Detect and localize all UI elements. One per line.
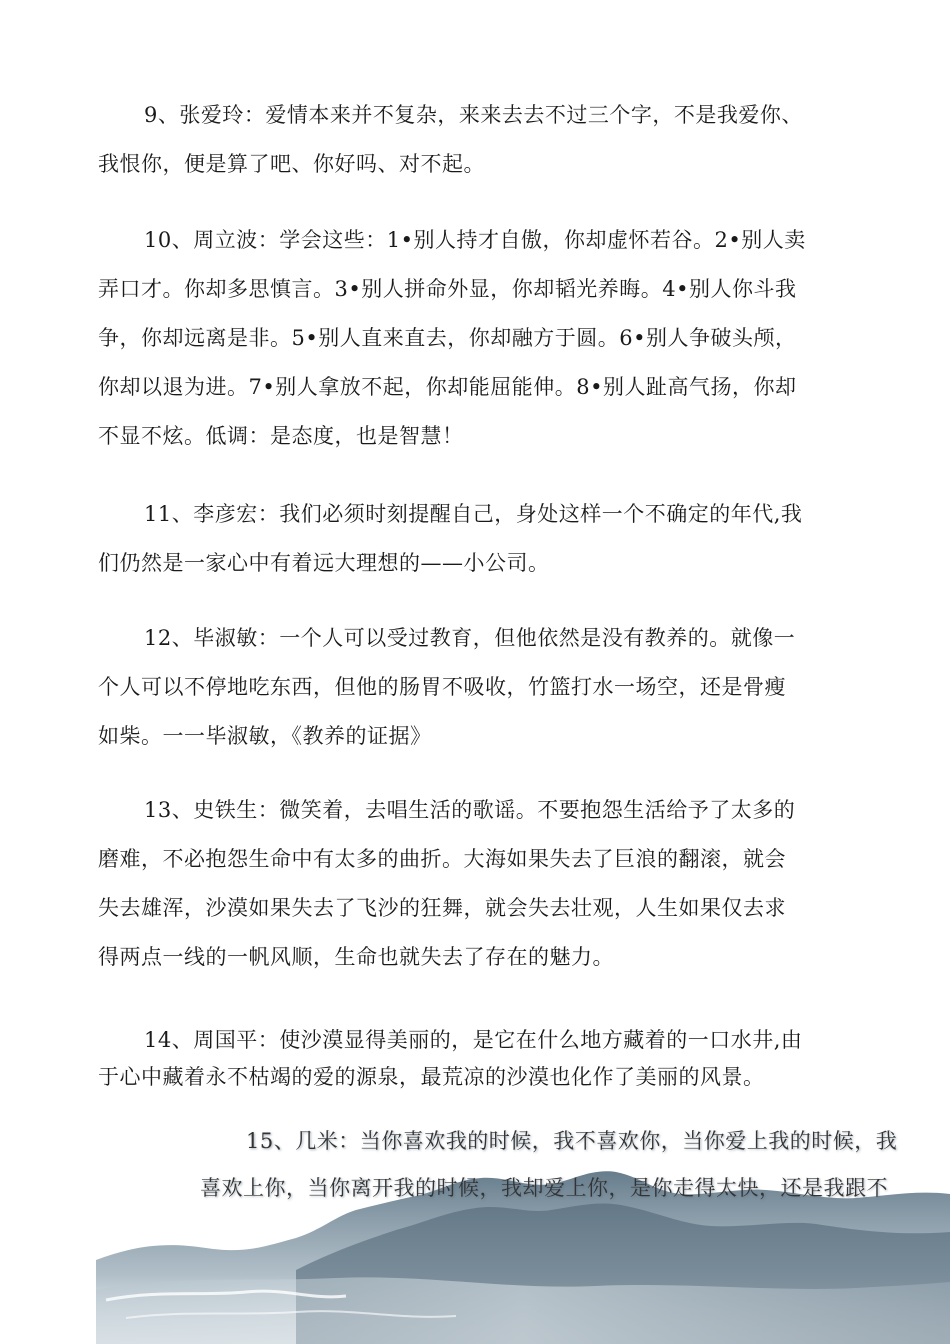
paragraph-line: 15、几米：当你喜欢我的时候，我不喜欢你，当你爱上我的时候，我: [246, 1129, 898, 1153]
paragraph-line: 11、李彦宏：我们必须时刻提醒自己，身处这样一个不确定的年代,我: [144, 502, 803, 526]
paragraph-14: [98, 1022, 828, 1096]
paragraph-line: 13、史铁生：微笑着，去唱生活的歌谣。不要抱怨生活给予了太多的: [144, 798, 796, 822]
paragraph-line: 于心中藏着永不枯竭的爱的源泉，最荒凉的沙漠也化作了美丽的风景。: [98, 1065, 765, 1089]
paragraph-line: 们仍然是一家心中有着远大理想的——小公司。: [98, 551, 550, 575]
paragraph-line: 磨难，不必抱怨生命中有太多的曲折。大海如果失去了巨浪的翻滚，就会: [98, 847, 786, 871]
paragraph-line: 14、周国平：使沙漠显得美丽的，是它在什么地方藏着的一口水井,由: [144, 1028, 803, 1052]
paragraph-line: 如柴。一一毕淑敏，《教养的证据》: [98, 724, 432, 748]
paragraph-line: 12、毕淑敏：一个人可以受过教育，但他依然是没有教养的。就像一: [144, 626, 796, 650]
paragraph-line: 喜欢上你，当你离开我的时候，我却爱上你，是你走得太快，还是我跟不: [200, 1176, 888, 1200]
paragraph-line: 我恨你，便是算了吧、你好吗、对不起。: [98, 152, 485, 176]
paragraph-15: [200, 1118, 930, 1212]
paragraph-line: 10、周立波：学会这些：1•别人持才自傲，你却虚怀若谷。2•别人卖: [144, 228, 806, 252]
paragraph-line: 你却以退为进。7•别人拿放不起，你却能屈能伸。8•别人趾高气扬，你却: [98, 375, 797, 399]
paragraph-line: 弄口才。你却多思慎言。3•别人拼命外显，你却韬光养晦。4•别人你斗我: [98, 277, 797, 301]
paragraph-line: 个人可以不停地吃东西，但他的肠胃不吸收，竹篮打水一场空，还是骨瘦: [98, 675, 786, 699]
paragraph-line: 不显不炫。低调：是态度，也是智慧！: [98, 424, 464, 448]
paragraph-10: [98, 216, 828, 461]
paragraph-line: 争，你却远离是非。5•别人直来直去，你却融方于圆。6•别人争破头颅，: [98, 326, 797, 350]
paragraph-line: 9、张爱玲：爱情本来并不复杂，来来去去不过三个字，不是我爱你、: [144, 103, 803, 127]
paragraph-12: [98, 614, 828, 761]
paragraph-11: [98, 490, 828, 588]
paragraph-line: 失去雄浑，沙漠如果失去了飞沙的狂舞，就会失去壮观，人生如果仅去求: [98, 896, 786, 920]
paragraph-line: 得两点一线的一帆风顺，生命也就失去了存在的魅力。: [98, 945, 614, 969]
paragraph-13: [98, 786, 828, 982]
paragraph-9: [98, 91, 828, 189]
